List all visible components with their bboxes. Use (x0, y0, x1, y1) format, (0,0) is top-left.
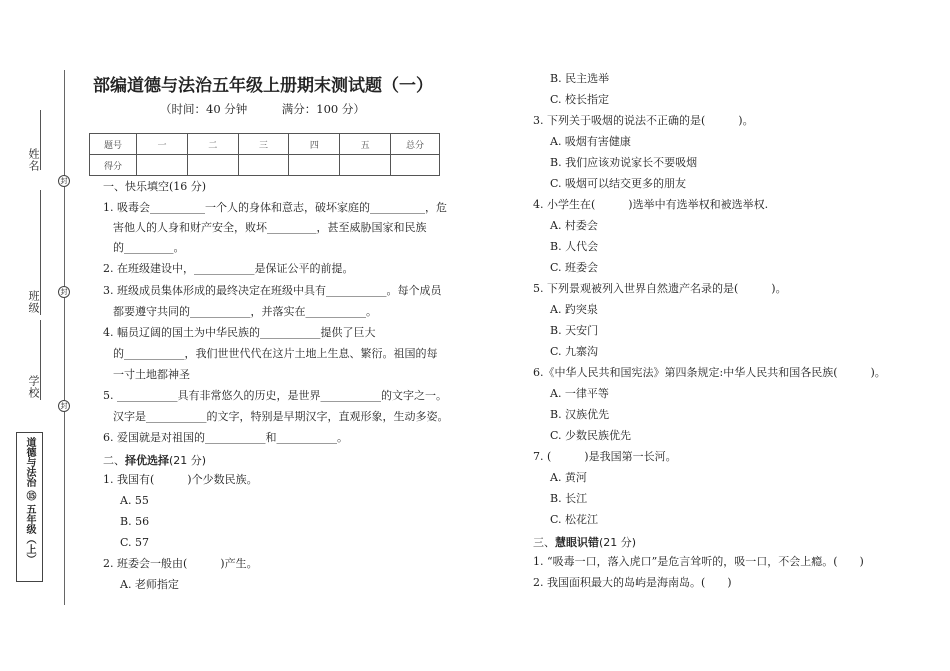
choice-option: C. 校长指定 (550, 93, 610, 106)
choice-option: B. 人代会 (550, 240, 599, 253)
score-row-label: 得分 (90, 155, 137, 176)
choice-question-5: 5. 下列景观被列入世界自然遗产名录的是( )。 (533, 282, 787, 295)
strip-subject: 道德与法治 (24, 437, 35, 487)
page-title: 部编道德与法治五年级上册期末测试题（一） (93, 76, 433, 96)
choice-question-3: 3. 下列关于吸烟的说法不正确的是( )。 (533, 114, 754, 127)
choice-option: B. 民主选举 (550, 72, 610, 85)
fill-question-3: 3. 班级成员集体形成的最终决定在班级中具有___________。每个成员 (103, 284, 442, 297)
score-table (89, 133, 440, 176)
fill-question-1: 1. 吸毒会__________一个人的身体和意志，破坏家庭的__________，危 (103, 201, 447, 214)
score-cell[interactable] (187, 155, 238, 176)
name-line (40, 110, 41, 170)
choice-option: C. 少数民族优先 (550, 429, 632, 442)
fill-question-5-line2: 汉字是___________的文字，特别是早期汉字，直观形象，生动多姿。 (113, 410, 449, 423)
choice-question-6: 6.《中华人民共和国宪法》第四条规定:中华人民共和国各民族( )。 (533, 366, 886, 379)
score-header-cell: 二 (187, 134, 238, 155)
strip-grade: 五年级（上） (24, 503, 35, 564)
score-table-header-row (90, 134, 440, 155)
seal-circle-top: 封 (58, 175, 70, 187)
score-cell[interactable] (289, 155, 340, 176)
choice-question-2: 2. 班委会一般由( )产生。 (103, 557, 258, 570)
score-cell[interactable] (340, 155, 391, 176)
section-1-heading: 一、快乐填空(16 分) (103, 180, 207, 193)
choice-option: A. 黄河 (550, 471, 587, 484)
choice-option: B. 天安门 (550, 324, 599, 337)
score-header-cell: 五 (340, 134, 391, 155)
choice-option: C. 吸烟可以结交更多的朋友 (550, 177, 687, 190)
choice-option: B. 汉族优先 (550, 408, 610, 421)
fill-question-2: 2. 在班级建设中，___________是保证公平的前提。 (103, 262, 354, 275)
choice-question-1: 1. 我国有( )个少数民族。 (103, 473, 258, 486)
strip-number: ⑮ (24, 490, 35, 501)
fill-question-4-line3: 一寸土地都神圣 (113, 368, 190, 381)
score-header-cell: 四 (289, 134, 340, 155)
score-table-row (90, 155, 440, 176)
score-header-cell: 总分 (391, 134, 440, 155)
choice-option: A. 趵突泉 (550, 303, 598, 316)
class-line (40, 190, 41, 315)
subject-strip (16, 432, 43, 582)
seal-circle-bottom: 封 (58, 400, 70, 412)
section-2-heading: 二、择优选择(21 分) (103, 454, 207, 467)
score-cell[interactable] (391, 155, 440, 176)
score-header-cell: 题号 (90, 134, 137, 155)
choice-option: A. 吸烟有害健康 (550, 135, 631, 148)
fill-question-5: 5. ___________具有非常悠久的历史，是世界___________的文字之一。 (103, 389, 447, 402)
choice-option: C. 班委会 (550, 261, 599, 274)
choice-option: B. 56 (120, 515, 150, 528)
score-cell[interactable] (137, 155, 188, 176)
fill-question-4: 4. 幅员辽阔的国土为中华民族的___________提供了巨大 (103, 326, 376, 339)
fill-question-6: 6. 爱国就是对祖国的___________和___________。 (103, 431, 348, 444)
page-subtitle: （时间：40 分钟 满分：100 分） (160, 102, 365, 116)
choice-option: C. 九寨沟 (550, 345, 599, 358)
fill-question-4-line2: 的___________，我们世世代代在这片土地上生息、繁衍。祖国的每 (113, 347, 438, 360)
section-3-heading: 三、慧眼识错(21 分) (533, 536, 637, 549)
name-label: 姓名 (27, 148, 40, 172)
choice-question-7: 7. ( )是我国第一长河。 (533, 450, 677, 463)
choice-question-4: 4. 小学生在( )选举中有选举权和被选举权. (533, 198, 769, 211)
choice-option: A. 村委会 (550, 219, 598, 232)
class-label: 班级 (27, 290, 40, 314)
seal-line (64, 70, 65, 605)
choice-option: A. 55 (120, 494, 149, 507)
score-header-cell: 三 (238, 134, 289, 155)
choice-option: C. 松花江 (550, 513, 599, 526)
choice-option: B. 我们应该劝说家长不要吸烟 (550, 156, 698, 169)
score-header-cell: 一 (137, 134, 188, 155)
seal-circle-middle: 封 (58, 286, 70, 298)
choice-option: C. 57 (120, 536, 150, 549)
judge-question-2: 2. 我国面积最大的岛屿是海南岛。( ) (533, 576, 732, 589)
fill-question-3-line2: 都要遵守共同的___________，并落实在___________。 (113, 305, 377, 318)
score-cell[interactable] (238, 155, 289, 176)
fill-question-1-line2: 害他人的人身和财产安全，败坏_________，甚至威胁国家和民族 (113, 221, 427, 234)
choice-option: B. 长江 (550, 492, 588, 505)
judge-question-1: 1. “吸毒一口，落入虎口”是危言耸听的，吸一口，不会上瘾。( ) (533, 555, 864, 568)
fill-question-1-line3: 的_________。 (113, 241, 185, 254)
choice-option: A. 一律平等 (550, 387, 609, 400)
choice-option: A. 老师指定 (120, 578, 179, 591)
school-line (40, 320, 41, 400)
school-label: 学校 (27, 375, 40, 399)
